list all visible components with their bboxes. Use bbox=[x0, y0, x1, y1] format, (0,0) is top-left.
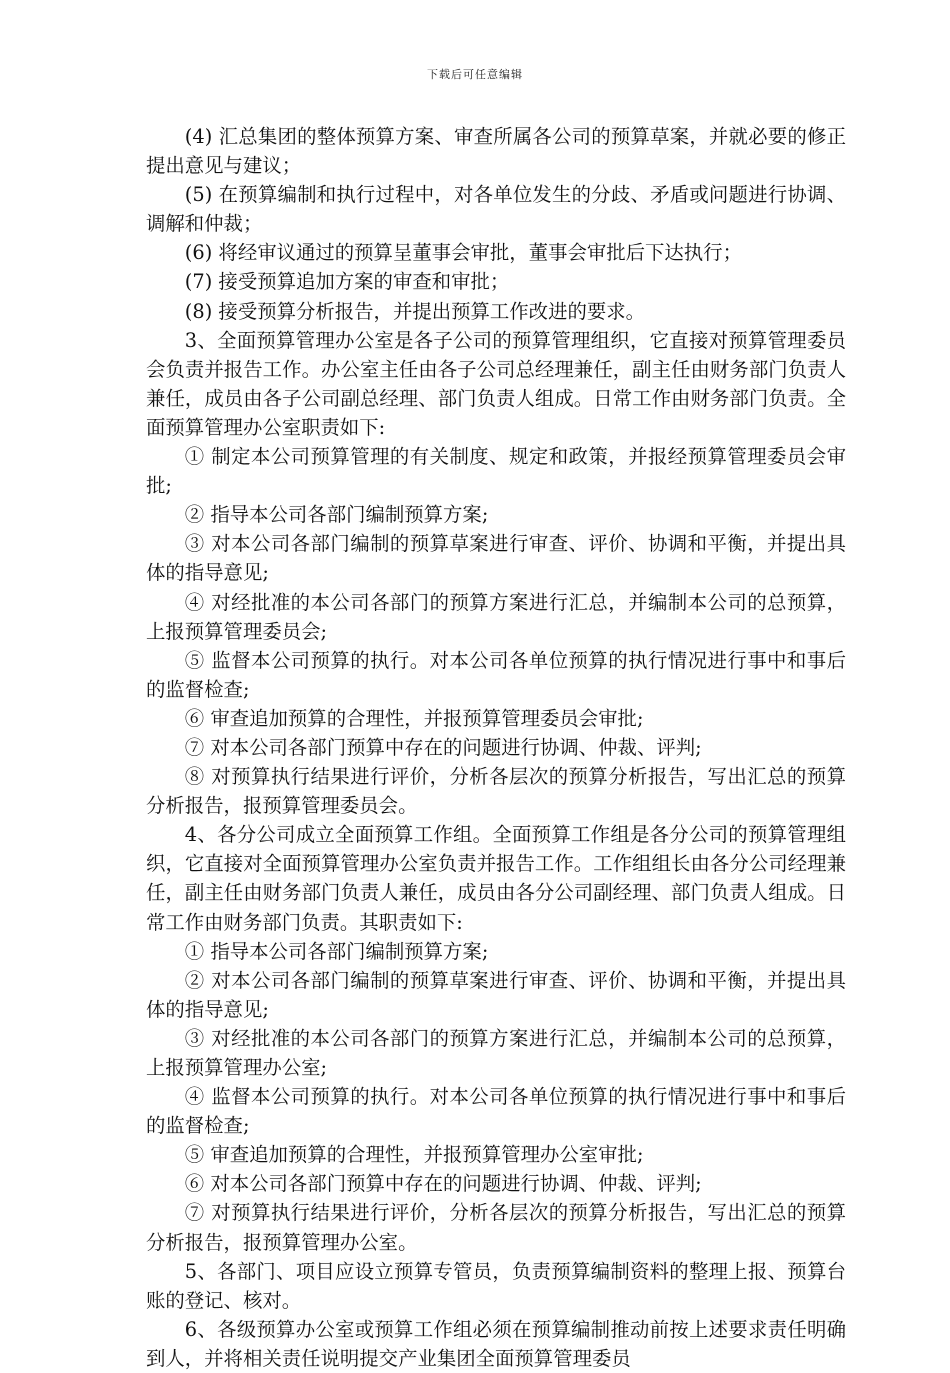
paragraph: ② 指导本公司各部门编制预算方案; bbox=[184, 503, 489, 527]
paragraph: (7) 接受预算追加方案的审查和审批； bbox=[184, 270, 510, 294]
paragraph: ⑤ 审查追加预算的合理性，并报预算管理办公室审批; bbox=[184, 1143, 644, 1167]
paragraph: ④ 对经批准的本公司各部门的预算方案进行汇总，并编制本公司的总预算，上报预算管理委员会; bbox=[146, 590, 846, 643]
paragraph: ⑦ 对预算执行结果进行评价，分析各层次的预算分析报告，写出汇总的预算分析报告，报预算管理办公室。 bbox=[146, 1201, 846, 1254]
paragraph: 4、各分公司成立全面预算工作组。全面预算工作组是各分公司的预算管理组织，它直接对全面预算管理办公室负责并报告工作。工作组组长由各分公司经理兼任，副主任由财务部门负责人兼任，成员由各分公司副经理、部门负责人组成。日常工作由财务部门负责。其职责如下: bbox=[146, 823, 846, 934]
paragraph: 5、各部门、项目应设立预算专管员，负责预算编制资料的整理上报、预算台账的登记、核对。 bbox=[146, 1259, 846, 1312]
paragraph: ④ 监督本公司预算的执行。对本公司各单位预算的执行情况进行事中和事后的监督检查; bbox=[146, 1085, 846, 1138]
paragraph: ⑥ 对本公司各部门预算中存在的问题进行协调、仲裁、评判; bbox=[184, 1172, 702, 1196]
paragraph: ① 指导本公司各部门编制预算方案; bbox=[184, 939, 489, 963]
paragraph: ③ 对本公司各部门编制的预算草案进行审查、评价、协调和平衡，并提出具体的指导意见; bbox=[146, 532, 846, 585]
paragraph: 6、各级预算办公室或预算工作组必须在预算编制推动前按上述要求责任明确到人，并将相关责任说明提交产业集团全面预算管理委员 bbox=[146, 1317, 846, 1370]
document-body bbox=[146, 122, 846, 1373]
paragraph: ⑤ 监督本公司预算的执行。对本公司各单位预算的执行情况进行事中和事后的监督检查; bbox=[146, 648, 846, 701]
paragraph: (4) 汇总集团的整体预算方案、审查所属各公司的预算草案，并就必要的修正提出意见与建议； bbox=[146, 125, 846, 178]
paragraph: ⑧ 对预算执行结果进行评价，分析各层次的预算分析报告，写出汇总的预算分析报告，报预算管理委员会。 bbox=[146, 765, 846, 818]
paragraph: (5) 在预算编制和执行过程中，对各单位发生的分歧、矛盾或问题进行协调、调解和仲裁； bbox=[146, 183, 846, 236]
paragraph: (6) 将经审议通过的预算呈董事会审批，董事会审批后下达执行； bbox=[184, 241, 742, 265]
page-header: 下载后可任意编辑 bbox=[427, 68, 523, 81]
paragraph: ② 对本公司各部门编制的预算草案进行审查、评价、协调和平衡，并提出具体的指导意见; bbox=[146, 968, 846, 1021]
paragraph: ① 制定本公司预算管理的有关制度、规定和政策，并报经预算管理委员会审批; bbox=[146, 445, 846, 498]
paragraph: ⑥ 审查追加预算的合理性，并报预算管理委员会审批; bbox=[184, 706, 644, 730]
paragraph: (8) 接受预算分析报告，并提出预算工作改进的要求。 bbox=[184, 299, 646, 323]
paragraph: 3、全面预算管理办公室是各子公司的预算管理组织，它直接对预算管理委员会负责并报告工作。办公室主任由各子公司总经理兼任，副主任由财务部门负责人兼任，成员由各子公司副总经理、部门负责人组成。日常工作由财务部门负责。全面预算管理办公室职责如下: bbox=[146, 328, 846, 439]
paragraph: ⑦ 对本公司各部门预算中存在的问题进行协调、仲裁、评判; bbox=[184, 735, 702, 759]
paragraph: ③ 对经批准的本公司各部门的预算方案进行汇总，并编制本公司的总预算，上报预算管理办公室; bbox=[146, 1026, 846, 1079]
